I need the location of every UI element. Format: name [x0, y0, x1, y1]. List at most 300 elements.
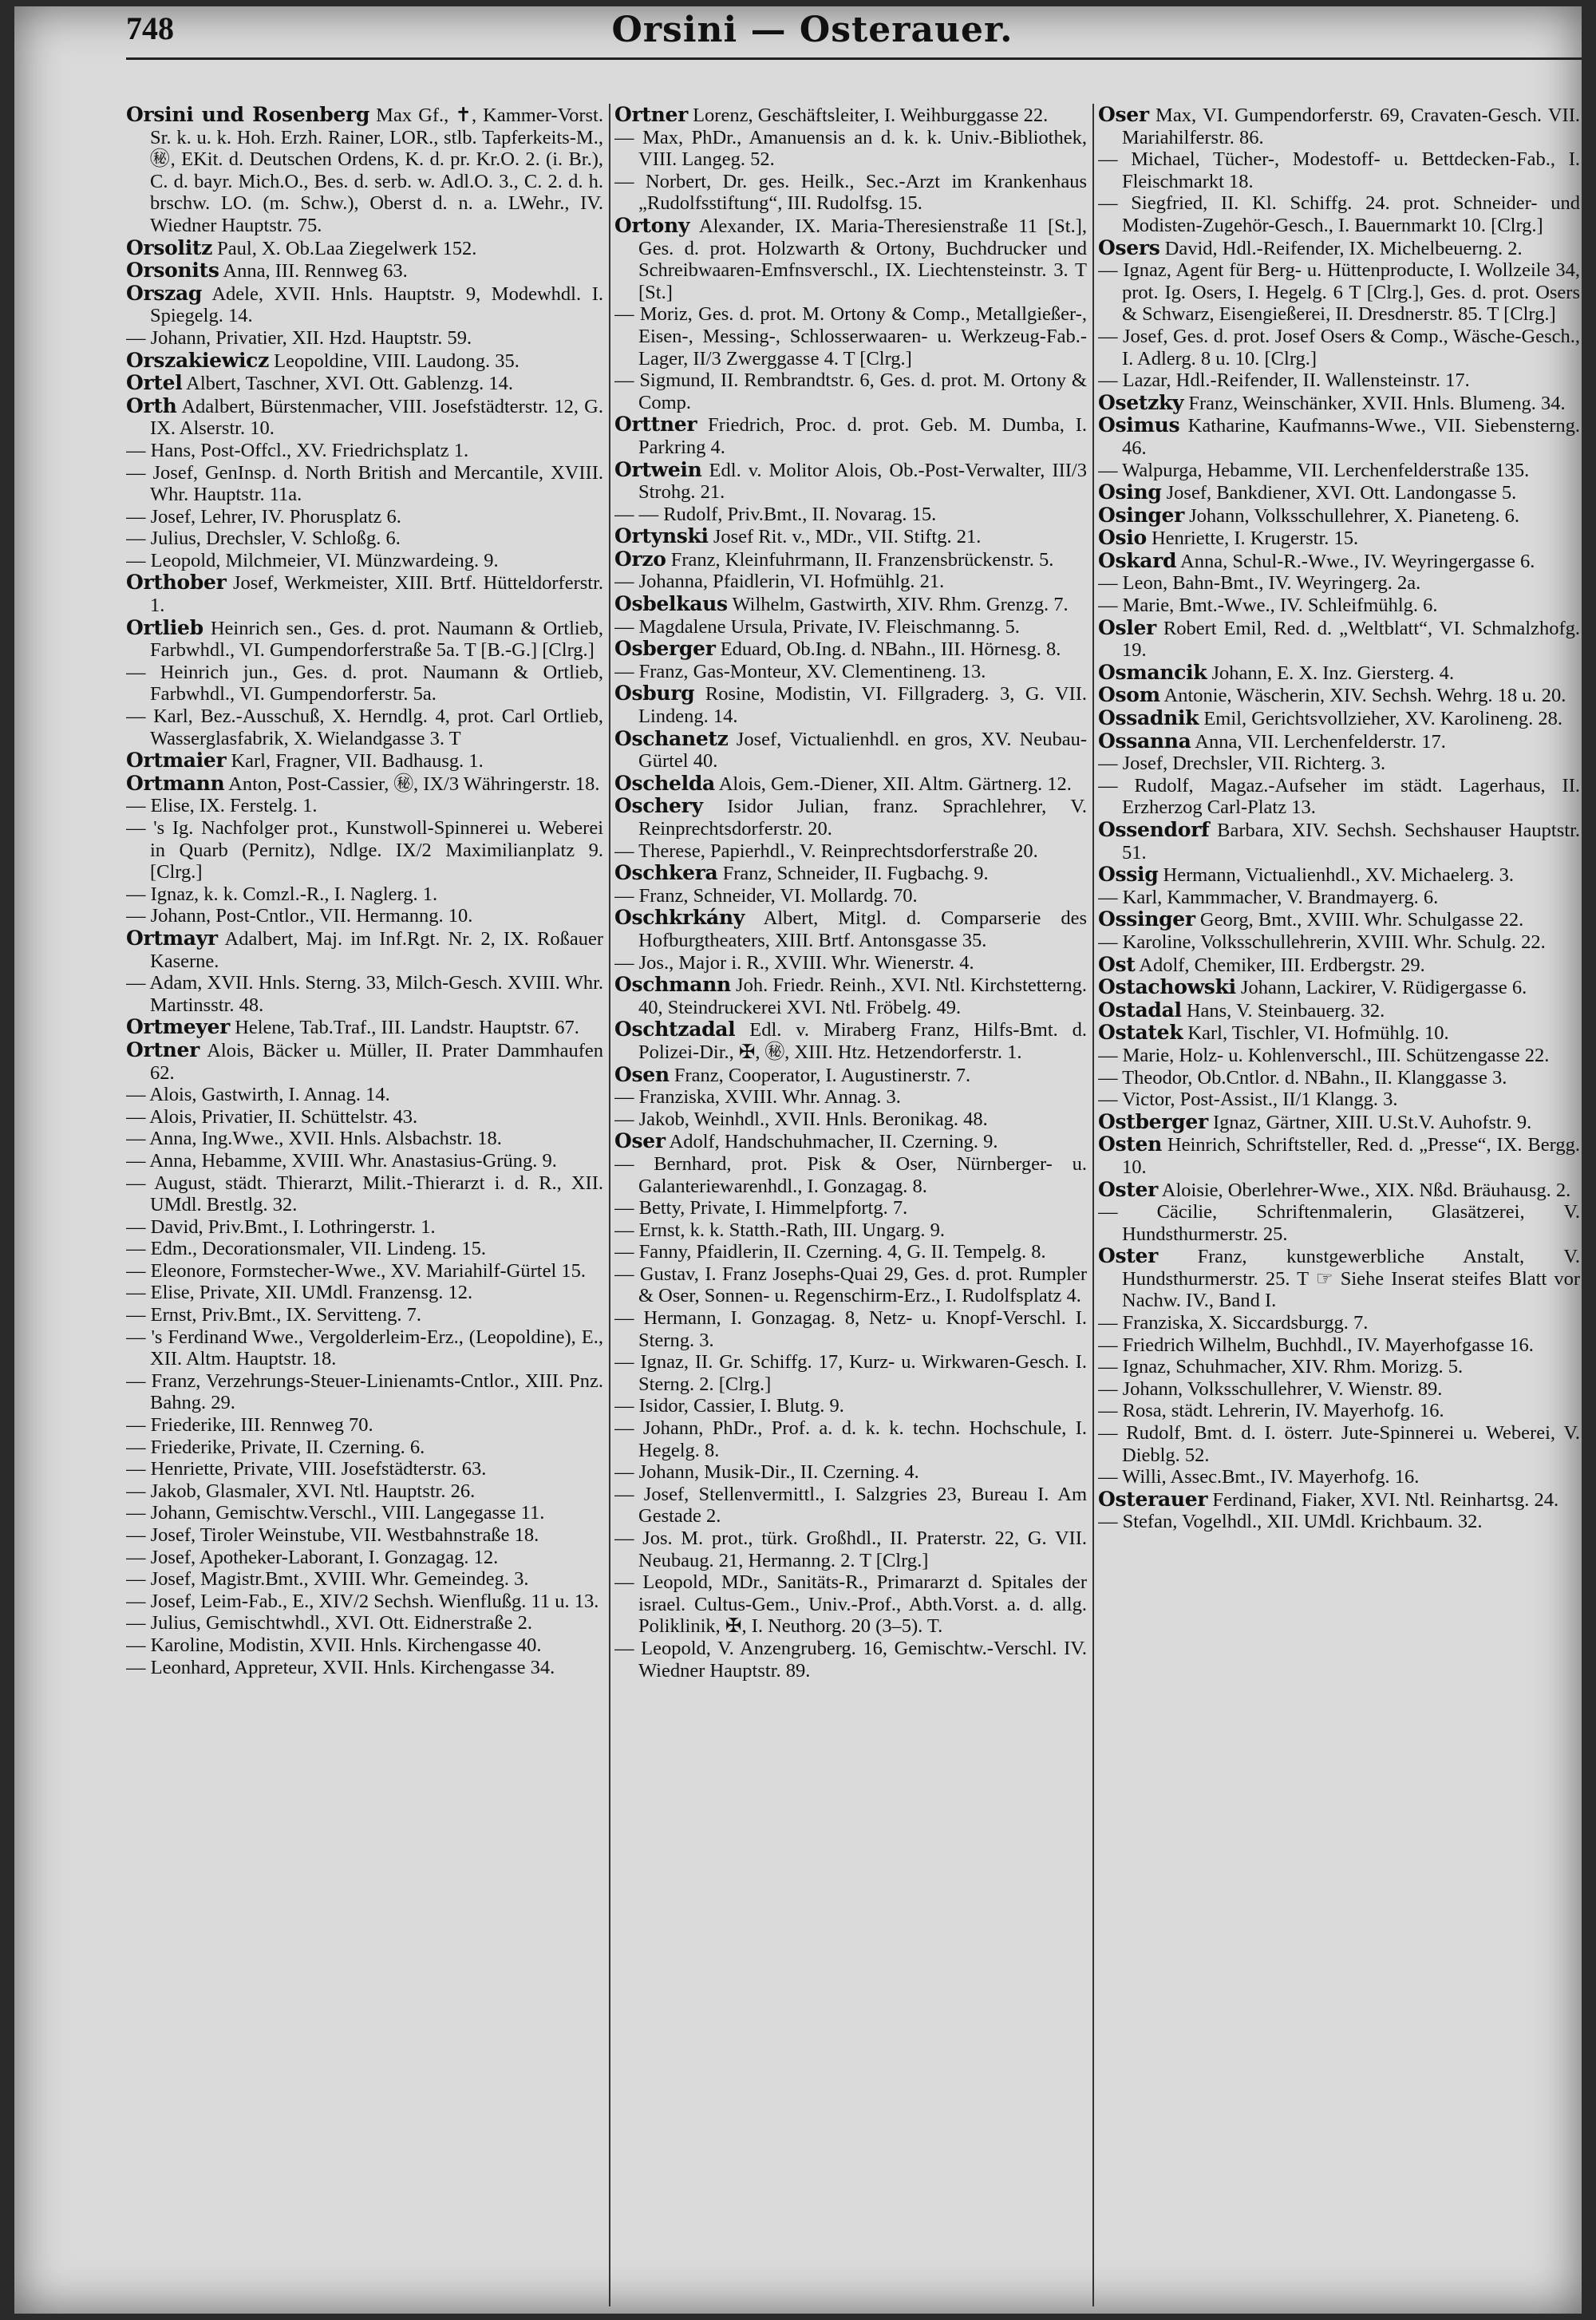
entry-details: Max Gf., ✝, Kammer-Vorst. Sr. k. u. k. Hoh. Erzh. Rainer, LOR., stlb. Tapferkeits-M., ㊙, EKit. d. Deutschen Ordens, K. d. pr. Kr.O. 2. (i. Br.), C. d. bayr. Mich.O., Bes. d. serb. w. Adl.O. 3., C. 2. d. h. brschw. LO. (m. Schw.), Oberst d. n. a. LWehr., IV. Wiedner Hauptstr. 75. [150, 105, 603, 236]
entry-details: Johann, E. X. Inz. Giersterg. 4. [1207, 662, 1455, 684]
entry-details: Robert Emil, Red. d. „Weltblatt“, VI. Schmalzhofg. 19. [1122, 617, 1580, 662]
entry-details: — Johann, Volksschullehrer, V. Wienstr. 89. [1098, 1377, 1443, 1400]
column-3 [1098, 104, 1580, 2306]
entry-details: — Hermann, I. Gonzagag. 8, Netz- u. Knopf-Verschl. I. Sterng. 3. [614, 1307, 1087, 1351]
directory-entry [614, 1109, 1087, 1131]
entry-details: — Betty, Private, I. Himmelpfortg. 7. [614, 1197, 908, 1219]
entry-surname: Oschtzadal [614, 1018, 736, 1041]
entry-details: Isidor Julian, franz. Sprachlehrer, V. Reinprechtsdorferstr. 20. [638, 796, 1087, 840]
entry-details: — Stefan, Vogelhdl., XII. UMdl. Krichbaum. 32. [1098, 1511, 1483, 1533]
directory-entry [614, 1484, 1087, 1528]
entry-details: Albert, Taschner, XVI. Ott. Gablenzg. 14. [182, 373, 514, 395]
directory-entry [1098, 908, 1580, 931]
entry-details: Josef, Victualienhdl. en gros, XV. Neubau-Gürtel 40. [638, 728, 1087, 773]
directory-entry [614, 593, 1087, 616]
directory-entry [126, 1039, 603, 1084]
directory-entry [614, 773, 1087, 796]
directory-entry [126, 259, 603, 283]
entry-details: Barbara, XIV. Sechsh. Sechshauser Hauptstr. 51. [1122, 820, 1580, 864]
directory-entry [126, 705, 603, 749]
directory-entry [614, 682, 1087, 727]
entry-details: — Victor, Post-Assist., II/1 Klangg. 3. [1098, 1089, 1398, 1111]
directory-entry [126, 1282, 603, 1304]
directory-entry [126, 1502, 603, 1524]
directory-entry [1098, 1067, 1580, 1089]
directory-entry [126, 395, 603, 440]
directory-entry [126, 571, 603, 616]
entry-details: Franz, Weinschänker, XVII. Hnls. Blumeng. 34. [1183, 392, 1566, 414]
entry-details: — Hans, Post-Offcl., XV. Friedrichsplatz 1. [126, 439, 469, 461]
entry-details: — Gustav, I. Franz Josephs-Quai 29, Ges. d. prot. Rumpler & Oser, Sonnen- u. Regenschirm-Erz., I. Rudolfsplatz 4. [614, 1263, 1087, 1307]
directory-entry [614, 952, 1087, 974]
entry-details: — Rosa, städt. Lehrerin, IV. Mayerhofg. 16. [1098, 1400, 1444, 1422]
directory-entry [1098, 1466, 1580, 1488]
directory-entry [1098, 1111, 1580, 1134]
entry-details: — Friedrich Wilhelm, Buchhdl., IV. Mayerhofgasse 16. [1098, 1334, 1534, 1356]
entry-details: Lorenz, Geschäftsleiter, I. Weihburggasse 22. [687, 105, 1049, 126]
directory-entry [614, 661, 1087, 683]
entry-details: Adolf, Chemiker, III. Erdbergstr. 29. [1135, 954, 1425, 976]
directory-entry [1098, 192, 1580, 236]
directory-entry [126, 506, 603, 528]
directory-entry [126, 372, 603, 395]
entry-surname: Orttner [614, 413, 697, 437]
entry-surname: Oskard [1098, 548, 1177, 572]
entry-surname: Orsolitz [126, 235, 213, 259]
entry-details: Rosine, Modistin, VI. Fillgraderg. 3, G. VII. Lindeng. 14. [638, 683, 1087, 728]
entry-surname: Ortwein [614, 457, 702, 481]
entry-details: — Josef, Stellenvermittl., I. Salzgries 23, Bureau I. Am Gestade 2. [614, 1483, 1087, 1528]
entry-surname: Oschkera [614, 861, 718, 885]
entry-details: Antonie, Wäscherin, XIV. Sechsh. Wehrg. 18 u. 20. [1159, 685, 1566, 707]
entry-details: — Josef, Lehrer, IV. Phorusplatz 6. [126, 505, 401, 528]
entry-surname: Osom [1098, 683, 1160, 707]
entry-details: Johann, Volksschullehrer, X. Pianeteng. 6. [1183, 504, 1519, 527]
entry-details: Adele, XVII. Hnls. Hauptstr. 9, Modewhdl. I. Spiegelg. 14. [150, 283, 603, 327]
entry-details: — Jos., Major i. R., XVIII. Whr. Wienerstr. 4. [614, 951, 974, 974]
entry-details: — Johann, Privatier, XII. Hzd. Hauptstr. 59. [126, 326, 472, 349]
entry-surname: Osburg [614, 682, 695, 705]
directory-entry [1098, 1511, 1580, 1533]
entry-details: — Ignaz, II. Gr. Schiffg. 17, Kurz- u. Wirkwaren-Gesch. I. Sterng. 2. [Clrg.] [614, 1351, 1087, 1395]
entry-details: — Adam, XVII. Hnls. Sterng. 33, Milch-Gesch. XVIII. Whr. Martinsstr. 48. [126, 972, 603, 1016]
directory-entry [1098, 572, 1580, 595]
entry-details: Anna, Schul-R.-Wwe., IV. Weyringergasse 6. [1176, 550, 1535, 572]
entry-surname: Ostberger [1098, 1109, 1208, 1133]
directory-entry [1098, 1312, 1580, 1334]
directory-entry [614, 1571, 1087, 1638]
entry-details: Ferdinand, Fiaker, XVI. Ntl. Reinhartsg. 24. [1207, 1488, 1559, 1511]
directory-entry [1098, 775, 1580, 819]
directory-entry [1098, 707, 1580, 730]
entry-details: — Josef, Tiroler Weinstube, VII. Westbahnstraße 18. [126, 1524, 539, 1546]
directory-entry [1098, 326, 1580, 370]
directory-entry [614, 1219, 1087, 1242]
entry-details: — Josef, Magistr.Bmt., XVIII. Whr. Gemeindeg. 3. [126, 1568, 529, 1591]
directory-page [14, 6, 1582, 2314]
entry-surname: Orszakiewicz [126, 348, 269, 372]
directory-entry [1098, 527, 1580, 550]
entry-surname: Ostatek [1098, 1021, 1183, 1045]
directory-entry [126, 773, 603, 796]
header-divider [126, 57, 1582, 60]
directory-entry [126, 1238, 603, 1260]
directory-entry [614, 638, 1087, 661]
directory-entry [1098, 237, 1580, 260]
column-divider [609, 104, 610, 2306]
entry-details: — Johann, Post-Cntlor., VII. Hermanng. 10. [126, 905, 473, 927]
entry-details: Emil, Gerichtsvollzieher, XV. Karolineng. 28. [1199, 708, 1563, 730]
entry-details: Joh. Friedr. Reinh., XVI. Ntl. Kirchstetterng. 40, Steindruckerei XVI. Ntl. Fröbelg. 49. [638, 974, 1087, 1018]
entry-details: — Josef, GenInsp. d. North British and Mercantile, XVIII. Whr. Hauptstr. 11a. [126, 461, 603, 506]
directory-entry [126, 1547, 603, 1569]
directory-entry [1098, 976, 1580, 999]
entry-surname: Orsini und Rosenberg [126, 104, 370, 126]
entry-surname: Ortmaier [126, 749, 227, 773]
entry-details: Heinrich sen., Ges. d. prot. Naumann & Ortlieb, Farbwhdl., VI. Gumpendorferstraße 5a. T [B.-G.] [Clrg.] [150, 617, 603, 662]
directory-entry [1098, 684, 1580, 707]
directory-entry [614, 1638, 1087, 1682]
directory-entry [1098, 864, 1580, 887]
directory-entry [126, 1304, 603, 1326]
entry-details: — Julius, Gemischtwhdl., XVI. Ott. Eidnerstraße 2. [126, 1612, 532, 1634]
entry-details: Hermann, Victualienhdl., XV. Michaelerg. 3. [1158, 864, 1514, 887]
directory-entry [126, 1260, 603, 1283]
entry-surname: Orthober [126, 571, 227, 595]
entry-details: Josef Rit. v., MDr., VII. Stiftg. 21. [708, 526, 982, 548]
entry-details: — Therese, Papierhdl., V. Reinprechtsdorferstraße 20. [614, 840, 1038, 862]
directory-entry [1098, 999, 1580, 1022]
directory-entry [126, 1437, 603, 1459]
directory-entry [614, 907, 1087, 951]
directory-entry [614, 504, 1087, 526]
entry-surname: Osetzky [1098, 390, 1184, 414]
directory-entry [126, 1612, 603, 1634]
directory-entry [126, 1216, 603, 1239]
entry-details: — Johanna, Pfaidlerin, VI. Hofmühlg. 21. [614, 571, 945, 593]
entry-surname: Oser [614, 1129, 666, 1153]
directory-entry [1098, 481, 1580, 504]
directory-entry [614, 974, 1087, 1018]
entry-surname: Ortmayr [126, 926, 218, 950]
entry-details: — — Rudolf, Priv.Bmt., II. Novarag. 15. [614, 503, 937, 525]
directory-entry [1098, 1245, 1580, 1312]
entry-details: — Leopold, Milchmeier, VI. Münzwardeing. 9. [126, 549, 499, 571]
directory-entry [614, 1018, 1087, 1063]
entry-details: — Ernst, k. k. Statth.-Rath, III. Ungarg. 9. [614, 1219, 945, 1241]
directory-entry [126, 1480, 603, 1503]
directory-entry [1098, 1400, 1580, 1422]
entry-surname: Ossinger [1098, 907, 1195, 931]
entry-details: — Ignaz, k. k. Comzl.-R., I. Naglerg. 1. [126, 883, 438, 905]
entry-details: — Franz, Gas-Monteur, XV. Clementineng. 13. [614, 660, 986, 682]
entry-details: Albert, Mitgl. d. Comparserie des Hofburgtheaters, XIII. Brtf. Antonsgasse 35. [638, 907, 1087, 951]
column-divider [1092, 104, 1094, 2306]
entry-surname: Osler [1098, 615, 1156, 639]
directory-entry [1098, 392, 1580, 415]
entry-surname: Ortony [614, 213, 690, 237]
entry-details: Adolf, Handschuhmacher, II. Czerning. 9. [665, 1131, 998, 1153]
directory-entry [614, 885, 1087, 907]
entry-details: — Michael, Tücher-, Modestoff- u. Bettdecken-Fab., I. Fleischmarkt 18. [1098, 148, 1580, 192]
directory-entry [1098, 1488, 1580, 1512]
entry-surname: Oser [1098, 104, 1149, 126]
entry-surname: Oschery [614, 794, 703, 818]
page-number: 748 [126, 10, 174, 46]
directory-entry [126, 1084, 603, 1106]
entry-details: — Anna, Hebamme, XVIII. Whr. Anastasius-Grüng. 9. [126, 1149, 557, 1172]
directory-entry [614, 1153, 1087, 1197]
directory-entry [614, 728, 1087, 773]
directory-entry [1098, 1089, 1580, 1111]
directory-entry [1098, 819, 1580, 864]
entry-surname: Ossadnik [1098, 706, 1199, 730]
entry-details: — Karoline, Volksschullehrerin, XVIII. Whr. Schulg. 22. [1098, 931, 1546, 953]
directory-entry [614, 303, 1087, 370]
entry-details: — Ernst, Priv.Bmt., IX. Servitteng. 7. [126, 1304, 421, 1326]
directory-entry [126, 817, 603, 883]
directory-entry [1098, 1045, 1580, 1067]
entry-details: — Bernhard, prot. Pisk & Oser, Nürnberger- u. Galanteriewarenhdl., I. Gonzagag. 8. [614, 1152, 1087, 1197]
entry-details: Friedrich, Proc. d. prot. Geb. M. Dumba, I. Parkring 4. [638, 414, 1087, 458]
entry-surname: Ortynski [614, 524, 709, 548]
entry-details: — Theodor, Ob.Cntlor. d. NBahn., II. Klanggasse 3. [1098, 1066, 1507, 1089]
directory-entry [614, 1130, 1087, 1153]
entry-details: Anna, III. Rennweg 63. [219, 260, 408, 283]
entry-details: Heinrich, Schriftsteller, Red. d. „Presse“, IX. Bergg. 10. [1122, 1134, 1580, 1178]
entry-surname: Ortner [126, 1037, 200, 1061]
entry-details: — Isidor, Cassier, I. Blutg. 9. [614, 1395, 844, 1417]
entry-details: — Friederike, Private, II. Czerning. 6. [126, 1436, 425, 1458]
entry-details: Karl, Fragner, VII. Badhausg. 1. [226, 750, 484, 773]
entry-details: — Siegfried, II. Kl. Schiffg. 24. prot. Schneider- und Modisten-Zugehör-Gesch., I. Bauernmarkt 10. [Clrg.] [1098, 192, 1580, 236]
directory-entry [1098, 1422, 1580, 1466]
entry-details: Max, VI. Gumpendorferstr. 69, Cravaten-Gesch. VII. Mariahilferstr. 86. [1122, 105, 1580, 148]
entry-details: — Johann, Musik-Dir., II. Czerning. 4. [614, 1461, 919, 1484]
entry-surname: Ortmeyer [126, 1015, 231, 1039]
entry-details: — Leopold, V. Anzengruberg. 16, Gemischtw.-Verschl. IV. Wiedner Hauptstr. 89. [614, 1637, 1087, 1682]
entry-surname: Osio [1098, 526, 1147, 550]
entry-details: — David, Priv.Bmt., I. Lothringerstr. 1. [126, 1215, 436, 1238]
entry-surname: Osbelkaus [614, 592, 728, 616]
directory-entry [126, 237, 603, 260]
entry-details: Wilhelm, Gastwirth, XIV. Rhm. Grenzg. 7. [727, 594, 1069, 616]
directory-entry [614, 1263, 1087, 1307]
directory-entry [126, 1106, 603, 1128]
entry-surname: Orth [126, 393, 177, 417]
entry-details: — Josef, Drechsler, VII. Richterg. 3. [1098, 753, 1386, 775]
directory-entry [126, 283, 603, 327]
entry-details: — Alois, Privatier, II. Schüttelstr. 43. [126, 1105, 418, 1128]
directory-entry [1098, 730, 1580, 753]
directory-entry [1098, 662, 1580, 685]
entry-surname: Osing [1098, 480, 1162, 504]
entry-details: — Rudolf, Magaz.-Aufseher im städt. Lagerhaus, II. Erzherzog Carl-Platz 13. [1098, 774, 1580, 819]
entry-surname: Osimus [1098, 413, 1180, 437]
entry-details: — Friederike, III. Rennweg 70. [126, 1414, 373, 1437]
entry-surname: Oschkrkány [614, 906, 745, 930]
entry-details: Karl, Tischler, VI. Hofmühlg. 10. [1183, 1022, 1449, 1045]
directory-entry [614, 1528, 1087, 1571]
entry-details: — Norbert, Dr. ges. Heilk., Sec.-Arzt im Krankenhaus „Rudolfsstiftung“, III. Rudolfsg. 15. [614, 170, 1087, 215]
directory-entry [614, 1395, 1087, 1417]
directory-entry [1098, 1179, 1580, 1202]
directory-entry [126, 1016, 603, 1039]
entry-details: Alois, Gem.-Diener, XII. Altm. Gärtnerg. 12. [714, 773, 1072, 795]
entry-details: — Lazar, Hdl.-Reifender, II. Wallensteinstr. 17. [1098, 370, 1470, 392]
directory-entry [614, 1351, 1087, 1395]
entry-details: — Magdalene Ursula, Private, IV. Fleischmanng. 5. [614, 615, 1020, 638]
entry-details: — Walpurga, Hebamme, VII. Lerchenfelderstraße 135. [1098, 459, 1530, 481]
entry-details: — Heinrich jun., Ges. d. prot. Naumann & Ortlieb, Farbwhdl., VI. Gumpendorferstr. 5a. [126, 661, 603, 705]
entry-details: Leopoldine, VIII. Laudong. 35. [268, 350, 519, 372]
entry-details: — Johann, PhDr., Prof. a. d. k. k. techn. Hochschule, I. Hegelg. 8. [614, 1417, 1087, 1461]
entry-surname: Orszag [126, 281, 203, 305]
entry-details: — Elise, Private, XII. UMdl. Franzensg. 12. [126, 1282, 473, 1304]
directory-entry [614, 127, 1087, 171]
directory-entry [126, 1370, 603, 1414]
directory-entry [614, 459, 1087, 504]
entry-details: Aloisie, Oberlehrer-Wwe., XIX. Nßd. Bräuhausg. 2. [1157, 1179, 1571, 1201]
entry-details: Paul, X. Ob.Laa Ziegelwerk 152. [212, 237, 477, 259]
entry-details: — Franziska, XVIII. Whr. Annag. 3. [614, 1086, 901, 1109]
entry-surname: Oschanetz [614, 726, 729, 750]
entry-surname: Osers [1098, 235, 1160, 259]
directory-entry [126, 749, 603, 773]
directory-entry [614, 1241, 1087, 1263]
directory-entry [1098, 504, 1580, 528]
entry-details: Johann, Lackirer, V. Rüdigergasse 6. [1235, 977, 1527, 999]
directory-entry [126, 617, 603, 662]
directory-entry [614, 1461, 1087, 1484]
entry-details: — Jos. M. prot., türk. Großhdl., II. Praterstr. 22, G. VII. Neubaug. 21, Hermanng. 2. T [Clrg.] [614, 1528, 1087, 1571]
directory-entry [126, 462, 603, 506]
directory-entry [614, 1417, 1087, 1461]
entry-details: Anton, Post-Cassier, ㊙, IX/3 Währingerstr. 18. [224, 773, 600, 795]
entry-details: David, Hdl.-Reifender, IX. Michelbeuerng. 2. [1159, 237, 1523, 259]
directory-entry [126, 1150, 603, 1172]
entry-details: Katharine, Kaufmanns-Wwe., VII. Siebensterng. 46. [1122, 415, 1580, 459]
directory-entry [614, 215, 1087, 303]
entry-details: Adalbert, Maj. im Inf.Rgt. Nr. 2, IX. Roßauer Kaserne. [150, 927, 603, 972]
entry-details: — Johann, Gemischtw.Verschl., VIII. Langegasse 11. [126, 1502, 545, 1524]
directory-entry [1098, 1133, 1580, 1178]
directory-entry [126, 350, 603, 373]
entry-details: Franz, Cooperator, I. Augustinerstr. 7. [669, 1064, 971, 1086]
entry-surname: Osten [1098, 1132, 1162, 1156]
entry-details: — Josef, Leim-Fab., E., XIV/2 Sechsh. Wienflußg. 11 u. 13. [126, 1590, 599, 1612]
directory-entry [1098, 1356, 1580, 1378]
column-1 [126, 104, 603, 2306]
entry-surname: Orzo [614, 547, 666, 571]
directory-entry [1098, 595, 1580, 617]
directory-entry [1098, 460, 1580, 482]
entry-surname: Ortner [614, 104, 688, 126]
directory-entry [126, 1326, 603, 1370]
directory-entry [614, 1307, 1087, 1351]
directory-entry [614, 370, 1087, 413]
entry-details: Georg, Bmt., XVIII. Whr. Schulgasse 22. [1195, 909, 1524, 931]
entry-details: — Eleonore, Formstecher-Wwe., XV. Mariahilf-Gürtel 15. [126, 1259, 587, 1282]
directory-entry [614, 1064, 1087, 1087]
entry-details: — Marie, Bmt.-Wwe., IV. Schleifmühlg. 6. [1098, 595, 1438, 617]
directory-entry [126, 795, 603, 817]
directory-entry [1098, 550, 1580, 573]
entry-details: — Ignaz, Schuhmacher, XIV. Rhm. Morizg. 5. [1098, 1356, 1464, 1378]
entry-surname: Osberger [614, 637, 716, 661]
directory-entry [126, 528, 603, 550]
entry-surname: Ostadal [1098, 998, 1182, 1022]
directory-entry [614, 171, 1087, 215]
directory-entry [614, 548, 1087, 571]
entry-details: Josef, Bankdiener, XVI. Ott. Landongasse 5. [1161, 482, 1517, 504]
directory-entry [1098, 931, 1580, 954]
entry-surname: Ortlieb [126, 615, 203, 639]
directory-entry [126, 927, 603, 972]
entry-details: Alexander, IX. Maria-Theresienstraße 11 [St.], Ges. d. prot. Holzwarth & Ortony, Buchdrucker und Schreibwaaren-Emfnsverschl., IX. Liechtensteinstr. 3. T [St.] [638, 215, 1087, 303]
entry-surname: Oschmann [614, 973, 731, 997]
directory-entry [614, 1197, 1087, 1219]
directory-entry [614, 795, 1087, 840]
directory-entry [614, 104, 1087, 127]
directory-entry [126, 1414, 603, 1437]
entry-details: Edl. v. Molitor Alois, Ob.-Post-Verwalter, III/3 Strohg. 21. [638, 459, 1087, 504]
entry-details: — Karl, Kammmacher, V. Brandmayerg. 6. [1098, 886, 1439, 908]
entry-details: — 's Ferdinand Wwe., Vergolderleim-Erz., (Leopoldine), E., XII. Altm. Hauptstr. 18. [126, 1326, 603, 1370]
entry-details: — Leon, Bahn-Bmt., IV. Weyringerg. 2a. [1098, 572, 1421, 595]
entry-surname: Ost [1098, 952, 1136, 976]
entry-details: — Elise, IX. Ferstelg. 1. [126, 795, 318, 817]
entry-details: — Moriz, Ges. d. prot. M. Ortony & Comp., Metallgießer-, Eisen-, Messing-, Schlosserwaaren- u. Werkzeug-Fab.-Lager, II/3 Zwerggasse 4. T [Clrg.] [614, 303, 1087, 370]
entry-details: — Ignaz, Agent für Berg- u. Hüttenproducte, I. Wollzeile 34, prot. Ig. Osers, I. Hegelg. 6 T [Clrg.], Ges. d. prot. Osers & Schwarz, Eisengießerei, II. Dresdnerstr. 85. T [Clrg.] [1098, 259, 1580, 326]
entry-details: — Marie, Holz- u. Kohlenverschl., III. Schützengasse 22. [1098, 1044, 1550, 1066]
directory-entry [126, 662, 603, 705]
directory-entry [614, 571, 1087, 593]
entry-surname: Osen [614, 1062, 670, 1086]
directory-entry [1098, 148, 1580, 192]
entry-details: — Edm., Decorationsmaler, VII. Lindeng. 15. [126, 1238, 487, 1260]
directory-entry [126, 327, 603, 350]
entry-surname: Ortel [126, 371, 183, 395]
entry-details: — Sigmund, II. Rembrandtstr. 6, Ges. d. prot. M. Ortony & Comp. [614, 370, 1087, 413]
directory-entry [1098, 1022, 1580, 1045]
column-2 [614, 104, 1087, 2306]
entry-surname: Ostachowski [1098, 975, 1236, 999]
directory-entry [126, 1128, 603, 1150]
directory-entry [126, 1568, 603, 1591]
directory-entry [126, 883, 603, 906]
entry-details: Alois, Bäcker u. Müller, II. Prater Dammhaufen 62. [150, 1039, 603, 1084]
entry-surname: Oschelda [614, 771, 715, 795]
entry-surname: Osmancik [1098, 660, 1207, 684]
entry-surname: Oster [1098, 1177, 1158, 1201]
entry-details: Henriette, I. Krugerstr. 15. [1146, 528, 1359, 550]
directory-entry [614, 616, 1087, 638]
directory-entry [126, 1524, 603, 1547]
entry-details: — Franziska, X. Siccardsburgg. 7. [1098, 1312, 1369, 1334]
entry-details: — Fanny, Pfaidlerin, II. Czerning. 4, G. II. Tempelg. 8. [614, 1241, 1046, 1263]
entry-details: — Karl, Bez.-Ausschuß, X. Herndlg. 4, prot. Carl Ortlieb, Wasserglasfabrik, X. Wielandgasse 3. T [126, 705, 603, 749]
entry-details: — Max, PhDr., Amanuensis an d. k. k. Univ.-Bibliothek, VIII. Langeg. 52. [614, 126, 1087, 171]
entry-details: — 's Ig. Nachfolger prot., Kunstwoll-Spinnerei u. Weberei in Quarb (Pernitz), Ndlge. IX/2 Maximilianplatz 9. [Clrg.] [126, 817, 603, 883]
entry-details: — Leopold, MDr., Sanitäts-R., Primararzt d. Spitales der israel. Cultus-Gem., Univ.-Prof., Abth.Vorst. a. d. allg. Poliklinik, ✠, I. Neuthorg. 20 (3–5). T. [614, 1571, 1087, 1638]
entry-details: — Julius, Drechsler, V. Schloßg. 6. [126, 528, 401, 550]
entry-details: Franz, kunstgewerbliche Anstalt, V. Hundsthurmerstr. 25. T ☞ Siehe Inserat steifes Blatt vor Nachw. IV., Band I. [1122, 1246, 1580, 1312]
directory-entry [126, 1634, 603, 1657]
entry-surname: Ossendorf [1098, 818, 1210, 841]
directory-entry [1098, 259, 1580, 326]
entry-details: Adalbert, Bürstenmacher, VIII. Josefstädterstr. 12, G. IX. Alserstr. 10. [150, 395, 603, 440]
